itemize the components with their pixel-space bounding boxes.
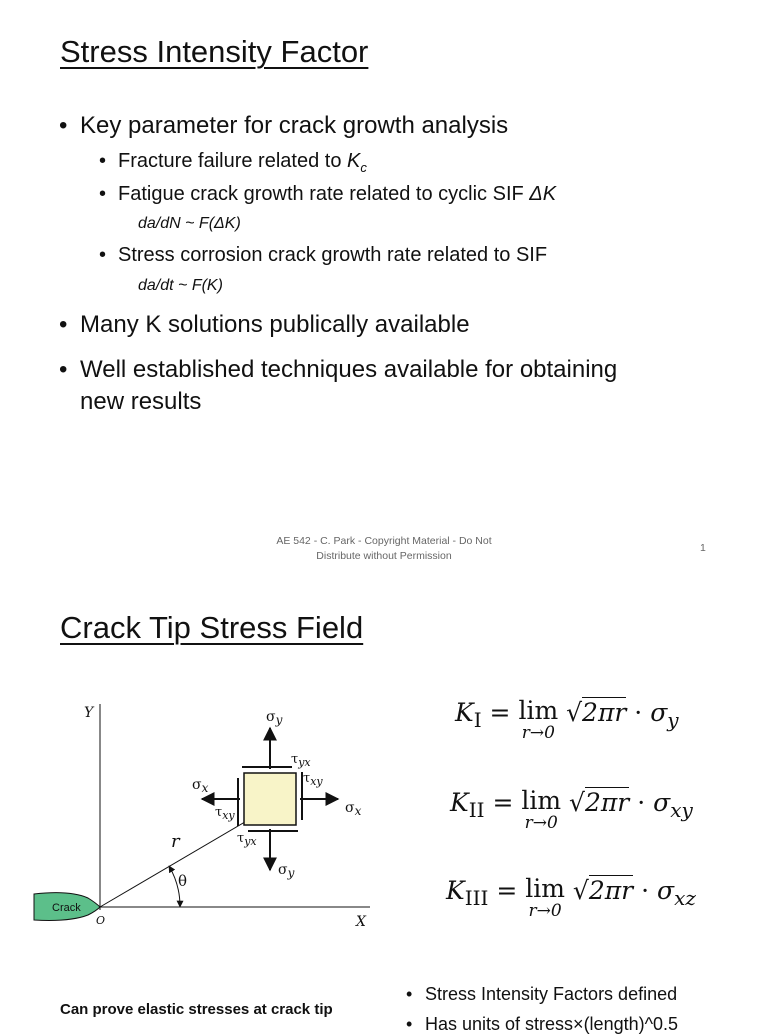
bullet-dot: • <box>406 1014 413 1034</box>
formula-k-iii <box>446 876 696 920</box>
page-number: 1 <box>700 542 706 554</box>
bullet-text: Has units of stress×(length)^0.5 <box>425 1014 679 1034</box>
bullet-text: Stress Intensity Factors defined <box>425 984 678 1004</box>
dot-operator: · <box>634 698 643 727</box>
bullet-techniques <box>59 354 618 418</box>
delta-k-symbol: ΔK <box>529 183 557 205</box>
radius-line <box>100 812 262 907</box>
lim-subscript: r→0 <box>524 813 558 833</box>
bullet-text-line-1: Well established techniques available for obtaining <box>80 356 618 383</box>
lim-text: lim <box>521 786 562 815</box>
bullet-text: Key parameter for crack growth analysis <box>80 112 509 139</box>
sigma-x-left-label: σx <box>192 777 209 795</box>
sigma-x-right-label: σx <box>345 800 362 818</box>
sigma-symbol: σ <box>653 788 671 817</box>
slide-2 <box>0 580 768 1034</box>
origin-label: O <box>96 914 106 927</box>
bullet-dot: • <box>99 150 107 172</box>
tau-yx-top-label: $\tau_{yx}$ <box>291 752 311 769</box>
tau-yx-bottom-label: $\tau_{yx}$ <box>237 831 257 848</box>
bullet-dot: • <box>99 183 107 205</box>
equals: = <box>492 788 514 817</box>
y-axis-label: Y <box>84 705 94 721</box>
bullet-dot: • <box>59 112 68 139</box>
limit <box>521 788 561 832</box>
bullet-text: Many K solutions publically available <box>80 311 470 338</box>
equals: = <box>489 698 511 727</box>
crack-tip-diagram <box>30 700 380 940</box>
bullet-dot: • <box>59 356 68 383</box>
k-symbol: K <box>347 150 361 172</box>
bullet-key-parameter <box>59 112 509 140</box>
sqrt-content: 2πr <box>588 876 634 905</box>
stress-element <box>244 773 296 825</box>
equals: = <box>496 876 518 905</box>
sqrt-sign: √ <box>569 788 585 817</box>
bullet-dot: • <box>406 984 413 1004</box>
sigma-subscript: xz <box>674 886 696 910</box>
sigma-subscript: y <box>667 708 679 732</box>
limit <box>518 698 558 742</box>
equation-dadn: da/dN ~ F(ΔK) <box>138 215 241 232</box>
sigma-symbol: σ <box>657 876 675 905</box>
lim-subscript: r→0 <box>528 901 562 921</box>
tau-xy-left-label: $\tau_{xy}$ <box>215 805 235 822</box>
crack-label: Crack <box>52 902 81 914</box>
formula-k-ii <box>450 788 693 832</box>
slide-footer <box>234 534 534 564</box>
sqrt-sign: √ <box>572 876 589 905</box>
slide-2-title: Crack Tip Stress Field <box>60 610 364 645</box>
k-symbol: K <box>450 788 469 817</box>
sigma-y-top-label: σy <box>266 709 283 727</box>
bottom-left-note: Can prove elastic stresses at crack tip <box>60 1001 333 1018</box>
theta-label: θ <box>178 872 188 890</box>
sqrt-content: 2πr <box>582 698 627 727</box>
lim-subscript: r→0 <box>521 723 555 743</box>
dot-operator: · <box>637 788 646 817</box>
sigma-y-bottom-label: σy <box>278 862 295 880</box>
tau-xy-right-label: $\tau_{xy}$ <box>303 771 323 788</box>
bottom-right-bullet-2 <box>406 1014 679 1035</box>
bullet-text-line-2: new results <box>80 388 202 415</box>
formula-k-i <box>455 698 679 742</box>
k-symbol: K <box>446 876 465 905</box>
k-subscript: III <box>464 886 489 910</box>
footer-line-2: Distribute without Permission <box>316 550 452 562</box>
equation-dadt: da/dt ~ F(K) <box>138 277 223 294</box>
x-axis-label: X <box>356 914 366 930</box>
limit <box>525 876 565 920</box>
sub-bullet-text: Fatigue crack growth rate related to cyclic SIF <box>118 183 530 205</box>
sigma-symbol: σ <box>650 698 668 727</box>
sub-bullet-text: Stress corrosion crack growth rate related to SIF <box>118 244 548 266</box>
bottom-right-bullet-1 <box>406 984 678 1005</box>
sub-bullet-fatigue <box>99 183 557 206</box>
bullet-many-k <box>59 311 470 339</box>
sub-bullet-text: Fracture failure related to <box>118 150 347 172</box>
k-subscript: c <box>360 160 367 175</box>
lim-text: lim <box>525 874 565 903</box>
lim-text: lim <box>518 696 559 725</box>
k-subscript: I <box>473 708 482 732</box>
k-subscript: II <box>468 798 485 822</box>
sigma-subscript: xy <box>670 798 693 822</box>
dot-operator: · <box>641 876 650 905</box>
sqrt-content: 2πr <box>584 788 630 817</box>
bullet-dot: • <box>59 311 68 338</box>
sub-bullet-corrosion <box>99 244 548 267</box>
footer-line-1: AE 542 - C. Park - Copyright Material - Do Not <box>276 535 492 547</box>
r-label: r <box>171 831 180 852</box>
sub-bullet-fracture <box>99 150 367 175</box>
slide-1-title: Stress Intensity Factor <box>60 34 369 69</box>
bullet-dot: • <box>99 244 107 266</box>
sqrt-sign: √ <box>566 698 583 727</box>
k-symbol: K <box>455 698 474 727</box>
